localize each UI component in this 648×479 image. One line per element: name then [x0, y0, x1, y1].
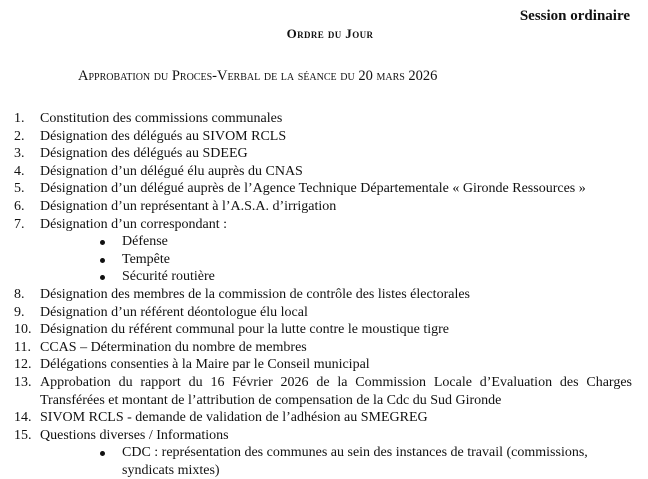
- agenda-item: [14, 339, 632, 357]
- agenda-item-text: Constitution des commissions communales: [40, 111, 283, 126]
- agenda-item: [14, 356, 632, 374]
- agenda-item: [14, 374, 632, 409]
- agenda-item: [14, 110, 632, 128]
- agenda-item: [14, 180, 632, 198]
- agenda-item-number: 14.: [14, 410, 32, 426]
- agenda-item-number: 9.: [14, 304, 25, 320]
- sub-item: CDC : représentation des communes au sein des instances de travail (commissions, syndicats mixtes): [94, 444, 632, 479]
- agenda-item-text: CCAS – Détermination du nombre de membres: [40, 339, 307, 355]
- agenda-item-number: 8.: [14, 286, 25, 302]
- agenda-item-text: Désignation d’un représentant à l’A.S.A. d’irrigation: [40, 198, 337, 214]
- agenda-item-text: Approbation du rapport du 16 Février 2026 de la Commission Locale d’Evaluation des Charges Transférées et montant de l’attribution de compensation de la Cdc du Sud Gironde: [40, 374, 632, 408]
- agenda-item-text: SIVOM RCLS - demande de validation de l’adhésion au SMEGREG: [40, 410, 428, 426]
- agenda-item: [14, 286, 632, 304]
- agenda-item: [14, 304, 632, 322]
- information-sublist: [40, 444, 632, 479]
- agenda-item-text: Désignation d’un référent déontologue élu local: [40, 304, 308, 320]
- agenda-list: [14, 110, 632, 479]
- agenda-item-text: Questions diverses / Informations: [40, 427, 229, 443]
- approval-line: Approbation du Proces-Verbal de la séance du 20 mars 2026: [78, 68, 438, 84]
- agenda-item: [14, 128, 632, 146]
- agenda-item-text: Désignation du référent communal pour la lutte contre le moustique tigre: [40, 322, 449, 338]
- agenda-item-number: 12.: [14, 357, 32, 373]
- agenda-item-number: 13.: [14, 374, 32, 390]
- agenda-item-text: Désignation des délégués au SIVOM RCLS: [40, 128, 287, 144]
- agenda-item-number: 1.: [14, 111, 25, 126]
- correspondant-sublist: [40, 233, 632, 286]
- agenda-item: [14, 163, 632, 181]
- page-title: [0, 26, 648, 42]
- agenda-item: [14, 216, 632, 286]
- agenda-item-number: 10.: [14, 322, 32, 338]
- agenda-item-number: 6.: [14, 198, 25, 214]
- agenda-item-number: 15.: [14, 427, 32, 443]
- agenda-item-text: Désignation d’un délégué élu auprès du CNAS: [40, 163, 303, 179]
- agenda-item-text: Délégations consenties à la Maire par le Conseil municipal: [40, 357, 370, 373]
- agenda-item: [14, 321, 632, 339]
- agenda-item: [14, 198, 632, 216]
- page-title-text: Ordre du Jour: [286, 26, 374, 41]
- sub-item: Défense: [94, 233, 632, 251]
- agenda-item-text: Désignation d’un correspondant :: [40, 216, 228, 232]
- agenda-item: [14, 427, 632, 479]
- agenda-item-number: 7.: [14, 216, 25, 232]
- agenda-item-number: 3.: [14, 146, 25, 162]
- agenda-item: [14, 145, 632, 163]
- sub-item: Sécurité routière: [94, 268, 632, 286]
- agenda-item: [14, 409, 632, 427]
- agenda-item-text: Désignation des délégués au SDEEG: [40, 146, 248, 162]
- sub-item: Tempête: [94, 251, 632, 269]
- agenda-item-text: Désignation d’un délégué auprès de l’Agence Technique Départementale « Gironde Ressources »: [40, 181, 586, 197]
- agenda-item-number: 11.: [14, 339, 31, 355]
- session-label: Session ordinaire: [519, 8, 630, 24]
- agenda-item-number: 5.: [14, 181, 25, 197]
- agenda-item-text: Désignation des membres de la commission de contrôle des listes électorales: [40, 286, 470, 302]
- agenda-item-number: 2.: [14, 128, 25, 144]
- agenda-item-number: 4.: [14, 163, 25, 179]
